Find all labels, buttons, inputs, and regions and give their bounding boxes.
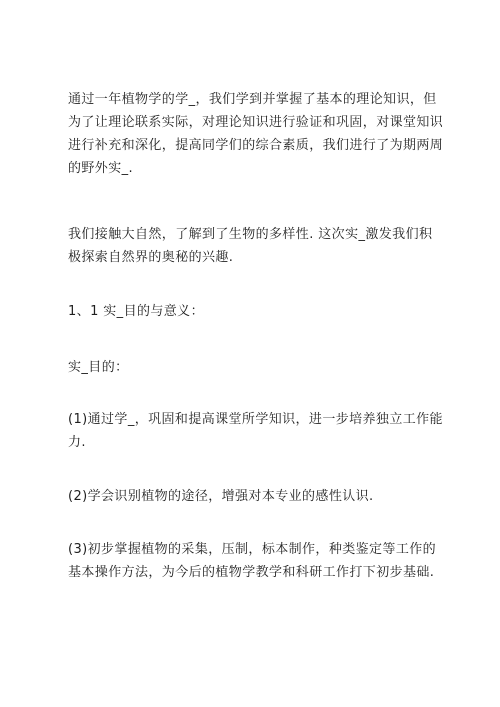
section-heading-text: 1、1 实_目的与意义： bbox=[68, 304, 204, 319]
nature-paragraph bbox=[68, 223, 448, 269]
subsection-heading bbox=[68, 356, 448, 379]
subsection-heading-text: 实_目的： bbox=[68, 360, 129, 375]
text-line: 进行补充和深化，提高同学们的综合素质，我们进行了为期两周 bbox=[68, 138, 444, 153]
text-line: 通过一年植物学的学_，我们学到并掌握了基本的理论知识，但 bbox=[68, 92, 437, 107]
goal-item-3 bbox=[68, 538, 448, 584]
section-heading bbox=[68, 300, 448, 323]
intro-paragraph bbox=[68, 88, 448, 180]
text-line: 的野外实_. bbox=[68, 161, 134, 176]
text-line: 为了让理论联系实际，对理论知识进行验证和巩固，对课堂知识 bbox=[68, 115, 444, 130]
goal-item-2 bbox=[68, 485, 448, 508]
goal-item-1 bbox=[68, 408, 448, 454]
text-line: (3)初步掌握植物的采集，压制，标本制作，种类鉴定等工作的 bbox=[68, 542, 437, 557]
text-line: 基本操作方法，为今后的植物学教学和科研工作打下初步基础. bbox=[68, 565, 435, 580]
text-line: 我们接触大自然，了解到了生物的多样性. 这次实_激发我们积 bbox=[68, 227, 433, 242]
text-line: (2)学会识别植物的途径，增强对本专业的感性认识. bbox=[68, 489, 374, 504]
text-line: 极探索自然界的奥秘的兴趣. bbox=[68, 250, 234, 265]
text-line: (1)通过学_，巩固和提高课堂所学知识，进一步培养独立工作能 bbox=[68, 412, 443, 427]
text-line: 力. bbox=[68, 435, 86, 450]
